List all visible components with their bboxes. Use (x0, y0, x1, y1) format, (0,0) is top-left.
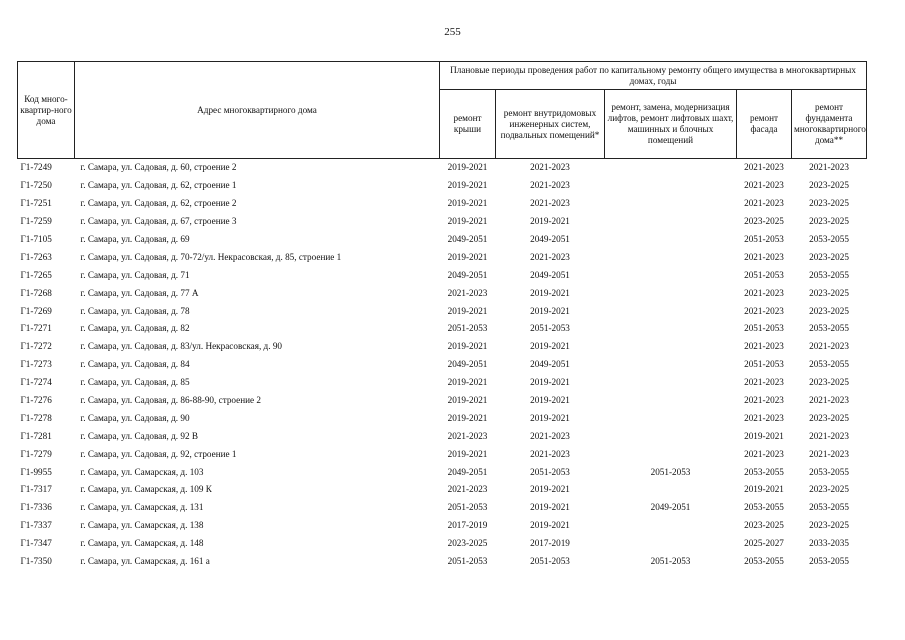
table-row (18, 320, 867, 338)
cell-roof: 2049-2051 (447, 269, 488, 280)
cell-address: г. Самара, ул. Садовая, д. 77 А (80, 287, 199, 298)
cell-foundation: 2023-2025 (809, 305, 849, 316)
cell-systems: 2049-2051 (530, 359, 570, 370)
cell-facade: 2023-2025 (744, 520, 784, 531)
table-body (18, 159, 867, 571)
cell-facade: 2023-2025 (744, 216, 784, 227)
cell-elevators (605, 248, 737, 266)
cell-address: г. Самара, ул. Самарская, д. 109 К (80, 484, 212, 495)
cell-address: г. Самара, ул. Садовая, д. 86-88-90, строение 2 (80, 395, 262, 406)
cell-roof: 2019-2021 (447, 180, 488, 191)
cell-systems: 2021-2023 (530, 430, 570, 441)
cell-code: Г1-7105 (20, 234, 52, 244)
cell-roof: 2019-2021 (447, 198, 488, 209)
cell-code: Г1-7276 (20, 395, 52, 406)
cell-elevators: 2049-2051 (650, 502, 691, 513)
cell-foundation: 2021-2023 (809, 162, 849, 173)
cell-address: г. Самара, ул. Садовая, д. 62, строение 2 (80, 198, 237, 209)
cell-roof: 2019-2021 (447, 341, 488, 352)
cell-systems: 2019-2021 (530, 287, 570, 298)
cell-foundation: 2023-2025 (809, 198, 849, 209)
cell-roof: 2051-2053 (447, 323, 488, 334)
cell-code: Г1-7268 (20, 287, 52, 298)
cell-systems: 2021-2023 (530, 180, 570, 191)
cell-systems: 2019-2021 (530, 395, 570, 406)
table-row (18, 392, 867, 410)
table-row (18, 427, 867, 445)
cell-elevators: 2051-2053 (650, 556, 691, 567)
cell-code: Г1-7336 (20, 502, 52, 513)
cell-systems: 2019-2021 (530, 520, 570, 531)
cell-systems: 2019-2021 (530, 412, 570, 423)
cell-elevators (605, 445, 737, 463)
cell-facade: 2021-2023 (744, 395, 784, 406)
cell-elevators (605, 284, 737, 302)
cell-elevators (605, 409, 737, 427)
cell-systems: 2019-2021 (530, 216, 570, 227)
cell-facade: 2051-2053 (744, 323, 784, 334)
cell-roof: 2021-2023 (447, 430, 488, 441)
table-row (18, 499, 867, 517)
cell-systems: 2021-2023 (530, 198, 570, 209)
cell-roof: 2019-2021 (447, 395, 488, 406)
cell-foundation: 2053-2055 (809, 323, 849, 334)
repair-schedule-table (17, 61, 867, 570)
cell-foundation: 2053-2055 (809, 269, 849, 280)
cell-code: Г1-7249 (20, 162, 52, 173)
header-foundation: ремонт фундамента многоквартирного дома** (792, 90, 867, 159)
cell-roof: 2021-2023 (447, 287, 488, 298)
cell-code: Г1-7347 (20, 538, 52, 549)
table-row (18, 248, 867, 266)
cell-facade: 2021-2023 (744, 198, 784, 209)
cell-foundation: 2053-2055 (809, 502, 849, 513)
cell-facade: 2021-2023 (744, 287, 784, 298)
cell-elevators (605, 374, 737, 392)
table-row (18, 195, 867, 213)
cell-facade: 2051-2053 (744, 269, 784, 280)
header-facade: ремонт фасада (737, 90, 792, 159)
table-row (18, 231, 867, 249)
cell-address: г. Самара, ул. Садовая, д. 82 (80, 323, 190, 334)
cell-facade: 2021-2023 (744, 341, 784, 352)
header-address: Адрес многоквартирного дома (75, 62, 440, 159)
table-row (18, 463, 867, 481)
cell-foundation: 2023-2025 (809, 520, 849, 531)
cell-elevators (605, 427, 737, 445)
header-systems: ремонт внутридомовых инженерных систем, подвальных помещений* (496, 90, 605, 159)
cell-code: Г1-7269 (20, 305, 52, 316)
cell-code: Г1-7317 (20, 484, 52, 495)
cell-foundation: 2053-2055 (809, 359, 849, 370)
table-row (18, 535, 867, 553)
cell-code: Г1-7273 (20, 359, 52, 370)
cell-code: Г1-7259 (20, 216, 52, 227)
cell-elevators (605, 213, 737, 231)
cell-address: г. Самара, ул. Садовая, д. 71 (80, 269, 190, 280)
cell-foundation: 2023-2025 (809, 251, 849, 262)
cell-foundation: 2023-2025 (809, 484, 849, 495)
header-periods-group: Плановые периоды проведения работ по капитальному ремонту общего имущества в многоквартирных домах, годы (440, 62, 867, 90)
cell-facade: 2021-2023 (744, 162, 784, 173)
cell-foundation: 2021-2023 (809, 448, 849, 459)
cell-code: Г1-7274 (20, 377, 52, 388)
cell-facade: 2019-2021 (744, 430, 784, 441)
cell-roof: 2049-2051 (447, 234, 488, 244)
cell-code: Г1-7279 (20, 448, 52, 459)
cell-facade: 2021-2023 (744, 377, 784, 388)
cell-code: Г1-7350 (20, 556, 52, 567)
cell-address: г. Самара, ул. Самарская, д. 138 (80, 520, 204, 531)
cell-elevators: 2051-2053 (650, 466, 691, 477)
table-row (18, 159, 867, 177)
cell-elevators (605, 392, 737, 410)
cell-roof: 2021-2023 (447, 484, 488, 495)
table-row (18, 517, 867, 535)
cell-code: Г1-7281 (20, 430, 52, 441)
cell-elevators (605, 356, 737, 374)
cell-roof: 2019-2021 (447, 162, 488, 173)
table-row (18, 284, 867, 302)
cell-systems: 2049-2051 (530, 269, 570, 280)
page-number: 255 (444, 26, 461, 38)
cell-foundation: 2021-2023 (809, 341, 849, 352)
cell-facade: 2021-2023 (744, 412, 784, 423)
cell-facade: 2053-2055 (744, 502, 784, 513)
header-elevators: ремонт, замена, модернизация лифтов, ремонт лифтовых шахт, машинных и блочных помещений (605, 90, 737, 159)
table-row (18, 553, 867, 571)
cell-address: г. Самара, ул. Садовая, д. 69 (80, 234, 190, 244)
cell-roof: 2051-2053 (447, 556, 488, 567)
cell-address: г. Самара, ул. Садовая, д. 84 (80, 359, 190, 370)
cell-facade: 2053-2055 (744, 466, 784, 477)
cell-roof: 2019-2021 (447, 305, 488, 316)
table-row (18, 445, 867, 463)
cell-facade: 2051-2053 (744, 234, 784, 244)
cell-systems: 2021-2023 (530, 251, 570, 262)
cell-facade: 2025-2027 (744, 538, 784, 549)
cell-facade: 2021-2023 (744, 305, 784, 316)
cell-address: г. Самара, ул. Садовая, д. 60, строение 2 (80, 162, 237, 173)
cell-foundation: 2021-2023 (809, 430, 849, 441)
table-row (18, 213, 867, 231)
cell-systems: 2051-2053 (530, 323, 570, 334)
cell-elevators (605, 231, 737, 249)
cell-address: г. Самара, ул. Самарская, д. 131 (80, 502, 204, 513)
cell-roof: 2019-2021 (447, 251, 488, 262)
table-row (18, 374, 867, 392)
table-row (18, 356, 867, 374)
cell-address: г. Самара, ул. Садовая, д. 85 (80, 377, 190, 388)
cell-facade: 2021-2023 (744, 448, 784, 459)
cell-systems: 2019-2021 (530, 305, 570, 316)
cell-elevators (605, 320, 737, 338)
cell-code: Г1-7272 (20, 341, 52, 352)
cell-systems: 2021-2023 (530, 448, 570, 459)
cell-elevators (605, 302, 737, 320)
cell-elevators (605, 338, 737, 356)
cell-elevators (605, 159, 737, 177)
cell-code: Г1-7271 (20, 323, 52, 334)
cell-facade: 2053-2055 (744, 556, 784, 567)
cell-address: г. Самара, ул. Самарская, д. 148 (80, 538, 204, 549)
cell-facade: 2021-2023 (744, 180, 784, 191)
table-row (18, 302, 867, 320)
table-row (18, 266, 867, 284)
cell-address: г. Самара, ул. Самарская, д. 103 (80, 466, 204, 477)
cell-code: Г1-7251 (20, 198, 52, 209)
cell-systems: 2021-2023 (530, 162, 570, 173)
cell-systems: 2019-2021 (530, 341, 570, 352)
cell-systems: 2049-2051 (530, 234, 570, 244)
cell-roof: 2019-2021 (447, 412, 488, 423)
cell-address: г. Самара, ул. Садовая, д. 83/ул. Некрасовская, д. 90 (80, 341, 283, 352)
cell-address: г. Самара, ул. Садовая, д. 70-72/ул. Некрасовская, д. 85, строение 1 (80, 251, 342, 262)
cell-foundation: 2053-2055 (809, 466, 849, 477)
cell-roof: 2017-2019 (447, 520, 488, 531)
cell-address: г. Самара, ул. Садовая, д. 90 (80, 412, 190, 423)
cell-address: г. Самара, ул. Садовая, д. 92 В (80, 430, 198, 441)
cell-foundation: 2023-2025 (809, 287, 849, 298)
cell-elevators (605, 517, 737, 535)
cell-code: Г1-7263 (20, 251, 52, 262)
cell-facade: 2051-2053 (744, 359, 784, 370)
cell-address: г. Самара, ул. Садовая, д. 92, строение 1 (80, 448, 237, 459)
cell-foundation: 2053-2055 (809, 234, 849, 244)
cell-roof: 2019-2021 (447, 448, 488, 459)
cell-systems: 2019-2021 (530, 377, 570, 388)
table-row (18, 338, 867, 356)
cell-foundation: 2023-2025 (809, 412, 849, 423)
cell-code: Г1-7265 (20, 269, 52, 280)
cell-elevators (605, 535, 737, 553)
cell-roof: 2049-2051 (447, 466, 488, 477)
cell-roof: 2023-2025 (447, 538, 488, 549)
cell-foundation: 2023-2025 (809, 180, 849, 191)
table-row (18, 409, 867, 427)
cell-address: г. Самара, ул. Садовая, д. 78 (80, 305, 190, 316)
cell-address: г. Самара, ул. Садовая, д. 62, строение 1 (80, 180, 237, 191)
table-row (18, 481, 867, 499)
cell-facade: 2021-2023 (744, 251, 784, 262)
cell-elevators (605, 481, 737, 499)
cell-systems: 2051-2053 (530, 466, 570, 477)
cell-roof: 2019-2021 (447, 216, 488, 227)
cell-systems: 2019-2021 (530, 484, 570, 495)
cell-systems: 2017-2019 (530, 538, 570, 549)
cell-systems: 2019-2021 (530, 502, 570, 513)
header-code: Код много-квартир-ного дома (18, 62, 75, 159)
cell-foundation: 2053-2055 (809, 556, 849, 567)
cell-roof: 2051-2053 (447, 502, 488, 513)
table-row (18, 177, 867, 195)
cell-code: Г1-7337 (20, 520, 52, 531)
cell-code: Г1-7278 (20, 412, 52, 423)
header-roof: ремонт крыши (440, 90, 496, 159)
cell-foundation: 2021-2023 (809, 395, 849, 406)
cell-foundation: 2023-2025 (809, 377, 849, 388)
cell-code: Г1-7250 (20, 180, 52, 191)
cell-elevators (605, 266, 737, 284)
cell-elevators (605, 195, 737, 213)
cell-foundation: 2033-2035 (809, 538, 849, 549)
cell-code: Г1-9955 (20, 466, 52, 477)
cell-elevators (605, 177, 737, 195)
cell-roof: 2049-2051 (447, 359, 488, 370)
cell-facade: 2019-2021 (744, 484, 784, 495)
cell-foundation: 2023-2025 (809, 216, 849, 227)
cell-address: г. Самара, ул. Садовая, д. 67, строение 3 (80, 216, 237, 227)
cell-roof: 2019-2021 (447, 377, 488, 388)
cell-systems: 2051-2053 (530, 556, 570, 567)
cell-address: г. Самара, ул. Самарская, д. 161 а (80, 556, 210, 567)
